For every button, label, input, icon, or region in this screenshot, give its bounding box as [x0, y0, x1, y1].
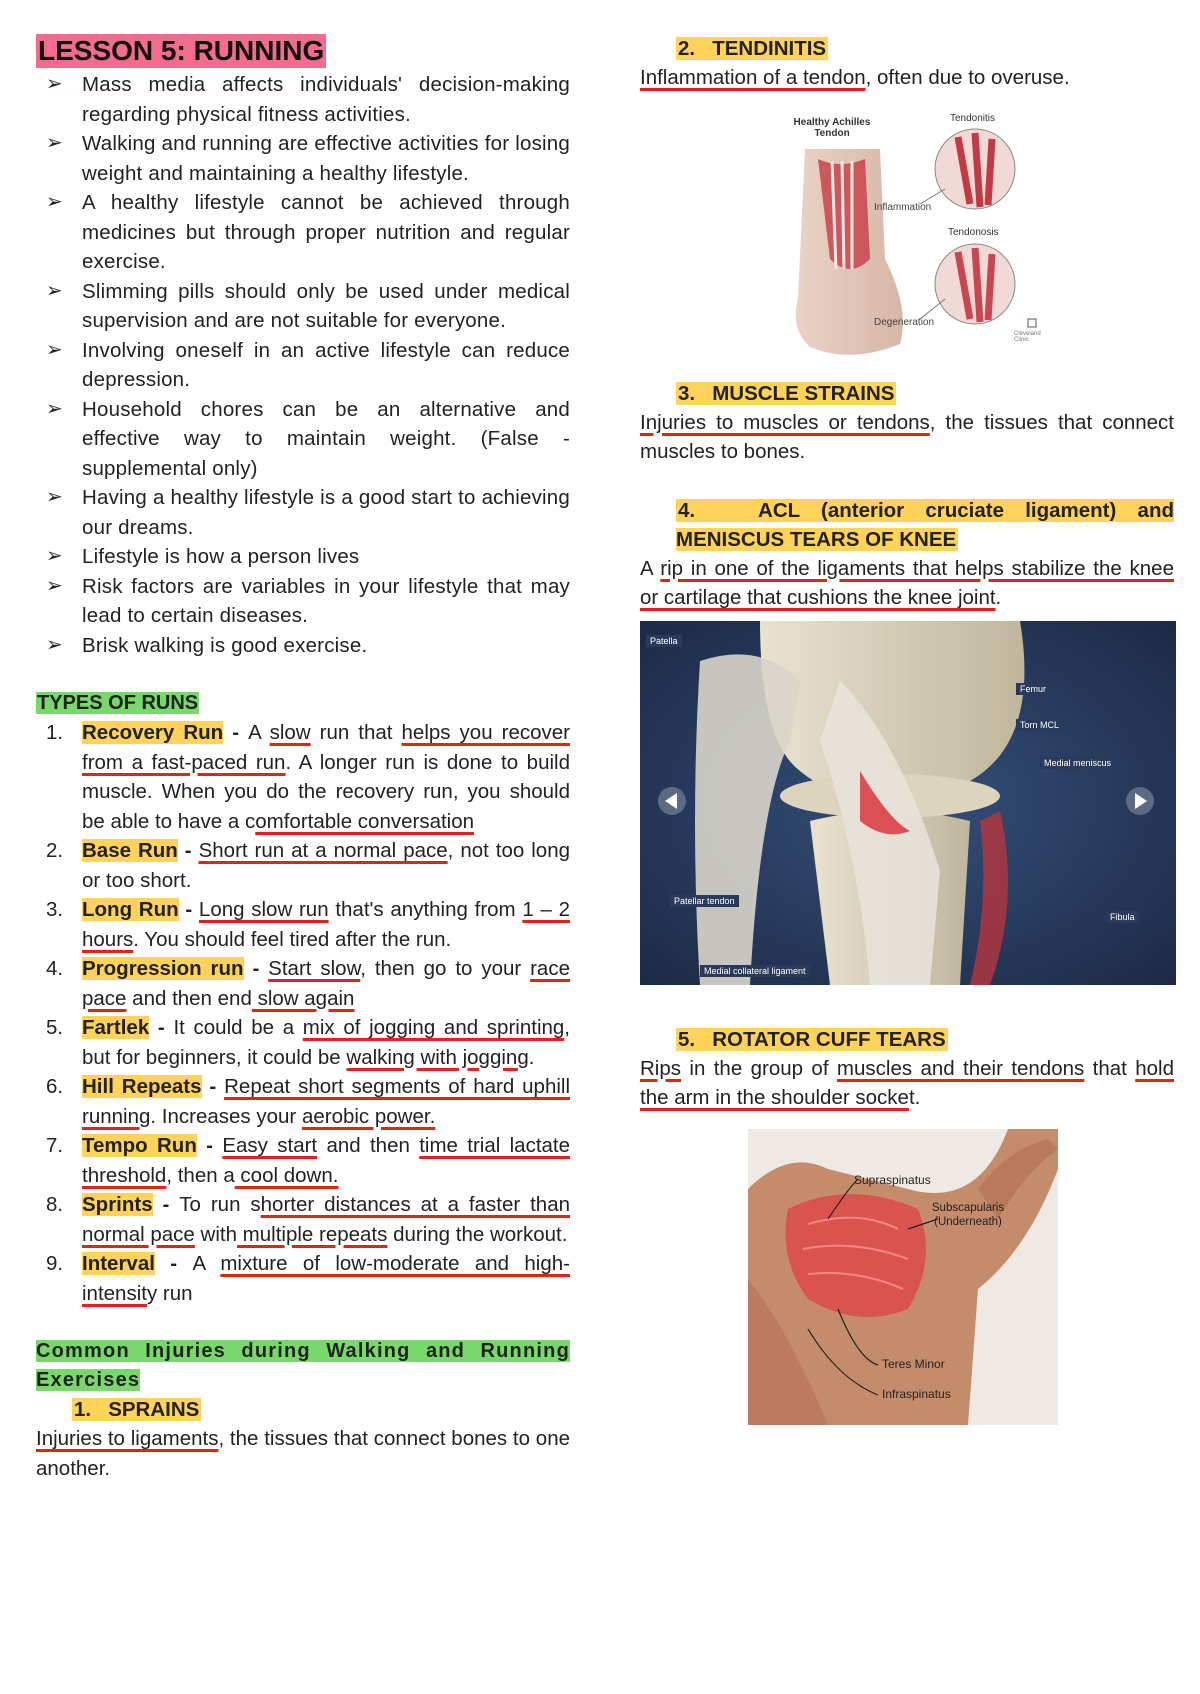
patella-label: Patella: [646, 635, 682, 647]
run-item: 6. Hill Repeats - Repeat short segments of hard uphill running. Increases your aerobic power.: [46, 1075, 571, 1128]
inflammation-label: Inflammation: [874, 201, 932, 213]
common-injuries-heading: Common Injuries during Walking and Running Exercises: [36, 1340, 570, 1391]
left-column: [36, 34, 570, 1483]
tendonosis-label: Tendonosis: [948, 226, 999, 238]
injury-heading-rotator-cuff: 5. ROTATOR CUFF TEARS: [678, 1027, 946, 1051]
run-name: Interval: [82, 1252, 155, 1275]
run-description: Long slow run that's anything from 1 – 2 hours. You should feel tired after the run.: [82, 898, 570, 951]
run-item: 7. Tempo Run - Easy start and then time trial lactate threshold, then a cool down.: [46, 1134, 571, 1187]
run-description: Short run at a normal pace, not too long or too short.: [82, 839, 570, 892]
right-column: [640, 34, 1174, 1425]
run-description: A slow run that helps you recover from a fast-paced run. A longer run is done to build muscle. When you do the recovery run, you should be able to have a comfortable conversation: [82, 721, 570, 833]
patellar-tendon-label: Patellar tendon: [670, 895, 739, 907]
run-description: It could be a mix of jogging and sprinting, but for beginners, it could be walking with jogging.: [82, 1016, 570, 1069]
list-item: ➢ Household chores can be an alternative and effective way to maintain weight. (False - supplemental only): [36, 395, 570, 484]
injury-heading-sprains: 1. SPRAINS: [74, 1398, 200, 1421]
run-item: 1. Recovery Run - A slow run that helps you recover from a fast-paced run. A longer run is done to build muscle. When you do the recovery run, you should be able to have a comfortable conversation: [46, 721, 570, 833]
run-description: Easy start and then time trial lactate threshold, then a cool down.: [82, 1134, 571, 1187]
achilles-tendon-figure: [770, 109, 1070, 365]
list-item: ➢ A healthy lifestyle cannot be achieved through medicines but through proper nutrition and regular exercise.: [36, 188, 570, 277]
fact-list: [36, 70, 570, 660]
muscle-strains-definition: Injuries to muscles or tendons, the tissues that connect muscles to bones.: [640, 410, 1174, 463]
runs-list: [36, 718, 570, 1308]
shoulder-figure: [748, 1129, 1058, 1425]
types-of-runs-heading: TYPES OF RUNS: [37, 692, 199, 714]
list-item: ➢ Slimming pills should only be used under medical supervision and are not suitable for everyone.: [36, 277, 570, 336]
run-name: Sprints: [82, 1193, 153, 1216]
teres-minor-label: Teres Minor: [882, 1356, 945, 1371]
lesson-title: LESSON 5: RUNNING: [38, 35, 325, 66]
run-name: Long Run: [82, 898, 179, 921]
healthy-achilles-label: Healthy Achilles Tendon: [793, 116, 871, 139]
injury-heading-acl: 4. ACL (anterior cruciate ligament) and MENISCUS TEARS OF KNEE: [676, 498, 1174, 551]
list-item: ➢ Brisk walking is good exercise.: [36, 631, 570, 661]
supraspinatus-label: Supraspinatus: [854, 1172, 931, 1187]
run-item: 4. Progression run - Start slow, then go to your race pace and then end slow again: [46, 957, 570, 1010]
arrow-bullet-icon: ➢: [46, 191, 63, 213]
tendonitis-label: Tendonitis: [950, 112, 996, 124]
mcl-label: Medial collateral ligament: [700, 965, 810, 977]
tendinitis-definition: Inflammation of a tendon, often due to overuse.: [640, 66, 1070, 89]
run-name: Tempo Run: [82, 1134, 197, 1157]
arrow-bullet-icon: ➢: [46, 633, 63, 656]
fibula-label: Fibula: [1106, 911, 1139, 923]
run-item: 2. Base Run - Short run at a normal pace, not too long or too short.: [46, 839, 570, 892]
cleveland-clinic-logo: Cleveland Clinic: [1014, 330, 1041, 343]
rotator-cuff-definition: Rips in the group of muscles and their tendons that hold the arm in the shoulder socket.: [640, 1056, 1174, 1109]
degeneration-label: Degeneration: [874, 316, 935, 328]
injury-heading-tendinitis: 2. TENDINITIS: [678, 37, 827, 60]
knee-illustration: [640, 621, 1176, 985]
subscapularis-label: Subscapularis (Underneath): [931, 1201, 1005, 1228]
run-description: Start slow, then go to your race pace and then end slow again: [82, 957, 570, 1010]
arrow-bullet-icon: ➢: [46, 486, 63, 508]
arrow-bullet-icon: ➢: [46, 545, 63, 567]
run-name: Hill Repeats: [82, 1075, 202, 1098]
arrow-bullet-icon: ➢: [46, 338, 63, 361]
run-name: Recovery Run: [82, 721, 224, 744]
arrow-bullet-icon: ➢: [46, 574, 63, 597]
run-name: Progression run: [82, 957, 244, 980]
run-item: 3. Long Run - Long slow run that's anything from 1 – 2 hours. You should feel tired after the run.: [46, 898, 570, 951]
acl-definition: A rip in one of the ligaments that helps stabilize the knee or cartilage that cushions the knee joint.: [640, 556, 1174, 609]
list-item: ➢ Involving oneself in an active lifestyle can reduce depression.: [36, 336, 570, 395]
injury-heading-muscle-strains: 3. MUSCLE STRAINS: [678, 381, 895, 405]
list-item: ➢ Lifestyle is how a person lives: [36, 542, 570, 572]
arrow-bullet-icon: ➢: [46, 132, 63, 154]
run-item: 8. Sprints - To run shorter distances at a faster than normal pace with multiple repeats during the workout.: [46, 1193, 571, 1246]
arrow-bullet-icon: ➢: [46, 279, 63, 302]
knee-figure: [640, 621, 1176, 985]
run-item: 9. Interval - A mixture of low-moderate and high-intensity run: [46, 1252, 570, 1305]
run-name: Base Run: [82, 839, 178, 862]
list-item: ➢ Mass media affects individuals' decision-making regarding physical fitness activities.: [36, 70, 570, 129]
infraspinatus-label: Infraspinatus: [882, 1386, 951, 1401]
run-description: To run shorter distances at a faster than normal pace with multiple repeats during the workout.: [82, 1193, 571, 1246]
run-name: Fartlek: [82, 1016, 150, 1039]
run-item: 5. Fartlek - It could be a mix of jogging and sprinting, but for beginners, it could be walking with jogging.: [46, 1016, 570, 1069]
medial-meniscus-label: Medial meniscus: [1040, 757, 1115, 769]
arrow-bullet-icon: ➢: [46, 73, 63, 95]
arrow-bullet-icon: ➢: [46, 397, 63, 420]
run-description: A mixture of low-moderate and high-intensity run: [82, 1252, 570, 1305]
run-description: Repeat short segments of hard uphill running. Increases your aerobic power.: [82, 1075, 571, 1128]
list-item: ➢ Having a healthy lifestyle is a good start to achieving our dreams.: [36, 483, 570, 542]
femur-label: Femur: [1016, 683, 1050, 695]
list-item: ➢ Risk factors are variables in your lifestyle that may lead to certain diseases.: [36, 572, 570, 631]
torn-mcl-label: Torn MCL: [1016, 719, 1063, 731]
list-item: ➢ Walking and running are effective activities for losing weight and maintaining a healthy lifestyle.: [36, 129, 570, 188]
sprains-definition: Injuries to ligaments, the tissues that connect bones to one another.: [36, 1427, 571, 1480]
